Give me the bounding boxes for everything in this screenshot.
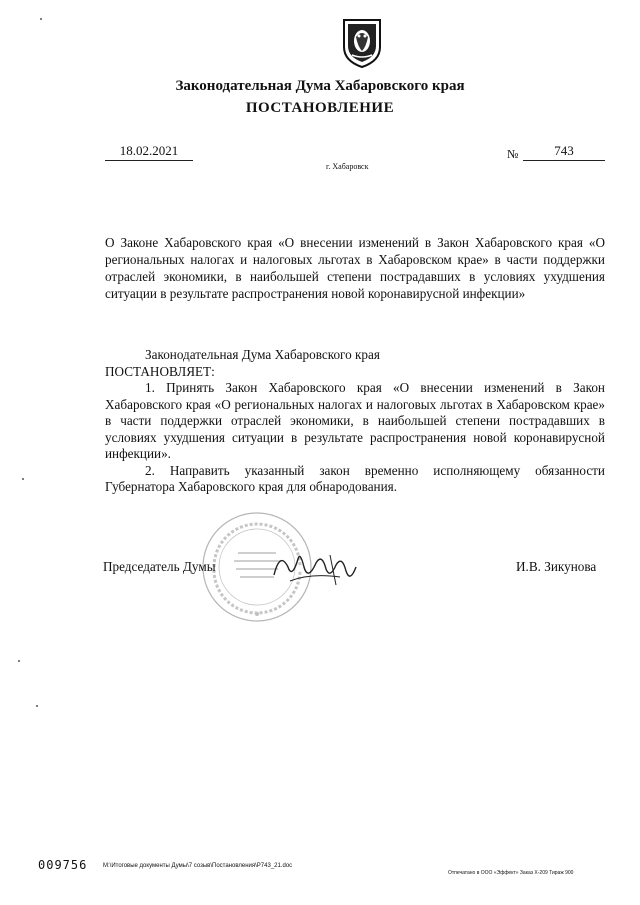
footer-serial-code: 009756	[38, 858, 88, 872]
footer-print-info: Отпечатано в ООО «Эффект» Заказ Х-209 Тираж 900	[448, 870, 574, 876]
scan-speck	[40, 18, 42, 20]
signatory-name: И.В. Зикунова	[516, 559, 597, 574]
document-type: ПОСТАНОВЛЕНИЕ	[245, 100, 395, 116]
signatory-title: Председатель Думы	[103, 559, 216, 574]
document-number: 743	[523, 143, 605, 161]
scan-speck	[18, 660, 20, 662]
document-date: 18.02.2021	[105, 143, 193, 161]
coat-of-arms-emblem	[340, 17, 384, 69]
body-resolves: ПОСТАНОВЛЯЕТ:	[105, 363, 215, 379]
organization-name: Законодательная Дума Хабаровского края	[175, 78, 465, 94]
document-body	[105, 347, 605, 496]
body-intro: Законодательная Дума Хабаровского края	[145, 347, 380, 362]
scan-speck	[22, 478, 24, 480]
city-name: г. Хабаровск	[326, 162, 369, 171]
body-item-2: 2. Направить указанный закон временно исполняющему обязанности Губернатора Хабаровского края для обнародования.	[105, 462, 605, 494]
scan-speck	[36, 705, 38, 707]
footer-file-path: M:\Итоговые документы Думы\7 созыв\Постановления\P743_21.doc	[103, 863, 293, 869]
number-label: №	[507, 147, 519, 161]
handwritten-signature	[270, 545, 362, 591]
body-item-1: 1. Принять Закон Хабаровского края «О внесении изменений в Закон Хабаровского края «О региональных налогах и налоговых льготах в Хабаровском крае» в части поддержки отраслей экономики, в наибольшей степени пострадавших в условиях ухудшения ситуации в результате распространения новой коронавирусной инфекции».	[105, 380, 605, 461]
document-subject: О Законе Хабаровского края «О внесении изменений в Закон Хабаровского края «О региональных налогах и налоговых льготах в Хабаровском крае» в части поддержки отраслей экономики, в наибольшей степени пострадавших в условиях ухудшения ситуации в результате распространения новой коронавирусной инфекции»	[105, 235, 605, 301]
